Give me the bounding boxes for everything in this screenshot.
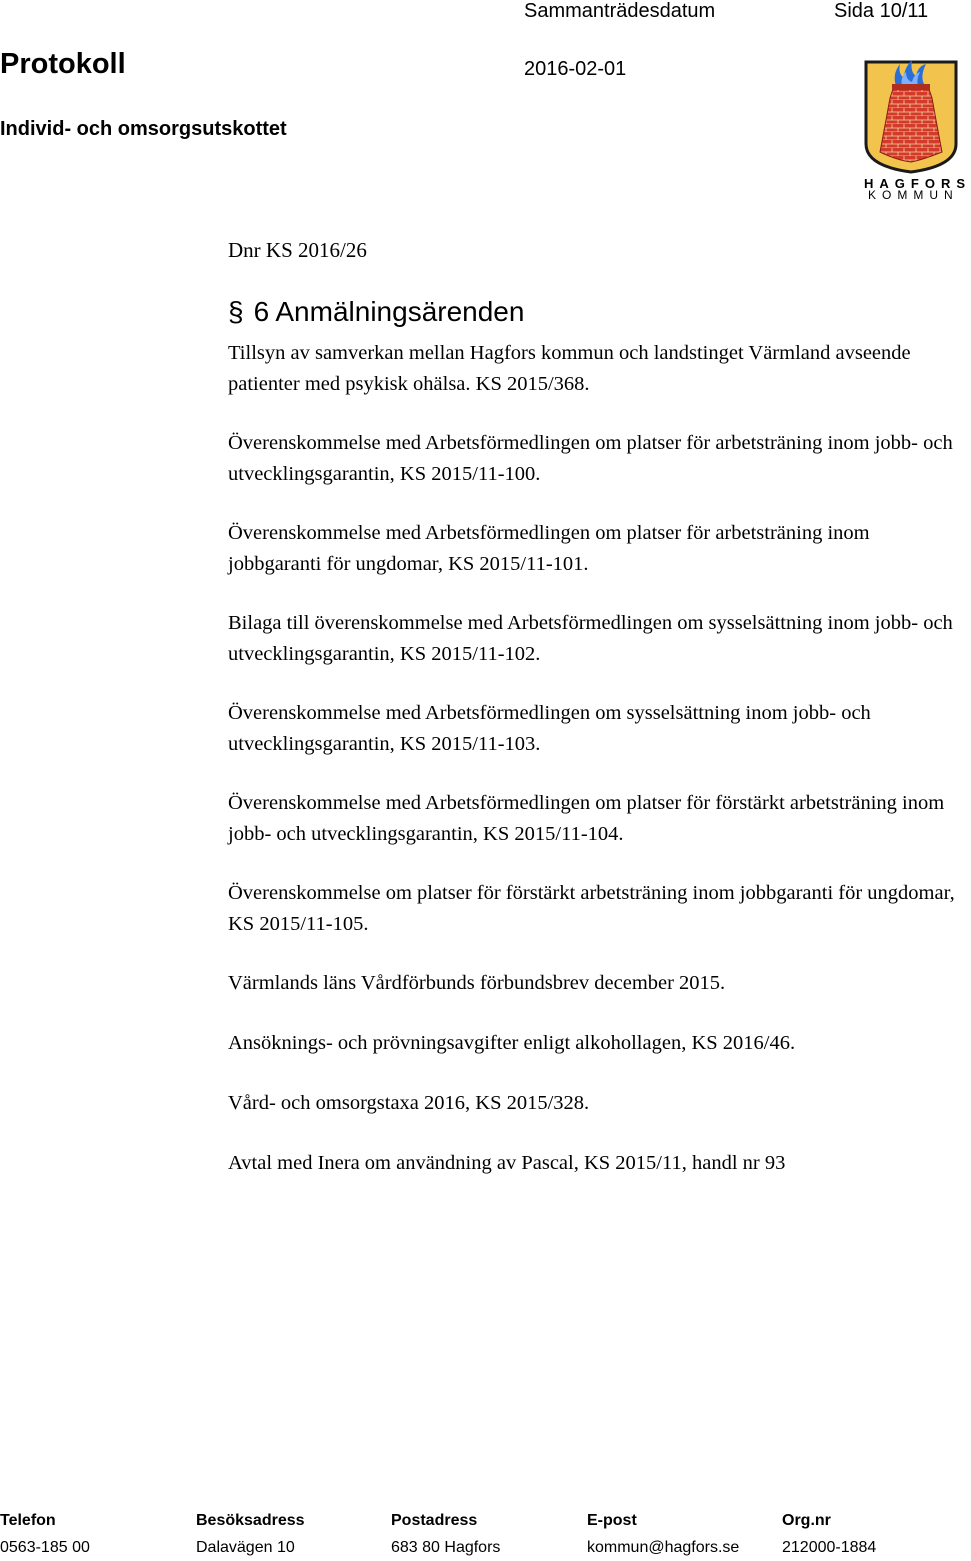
list-item: Överenskommelse med Arbetsförmedlingen om platser för förstärkt arbetsträning inom jobb- och utvecklingsgarantin, KS 2015/11-104. (228, 792, 945, 845)
footer-org-number: 212000-1884 (782, 1539, 877, 1556)
footer-label-postal-address: Postadress (391, 1512, 478, 1529)
list-item: Avtal med Inera om användning av Pascal, KS 2015/11, handl nr 93 (228, 1152, 786, 1174)
report-items-list (228, 338, 956, 1208)
list-item: Överenskommelse om platser för förstärkt arbetsträning inom jobbgaranti för ungdomar, KS 2015/11-105. (228, 882, 955, 935)
footer-postal-address: 683 80 Hagfors (391, 1539, 501, 1556)
case-number: Dnr KS 2016/26 (228, 238, 367, 262)
list-item: Vård- och omsorgstaxa 2016, KS 2015/328. (228, 1092, 590, 1114)
section-heading (228, 296, 524, 328)
hagfors-kommun-logo (862, 60, 971, 202)
list-item: Bilaga till överenskommelse med Arbetsförmedlingen om sysselsättning inom jobb- och utvecklingsgarantin, KS 2015/11-102. (228, 612, 953, 665)
page-number: Sida 10/11 (834, 0, 929, 22)
document-title: Protokoll (0, 48, 126, 80)
paragraph-sign: § (228, 296, 244, 327)
meeting-date-label: Sammanträdesdatum (524, 0, 716, 22)
committee-name: Individ- och omsorgsutskottet (0, 118, 287, 140)
list-item: Tillsyn av samverkan mellan Hagfors kommun och landstinget Värmland avseende patienter med psykisk ohälsa. KS 2015/368. (228, 342, 911, 395)
footer-email[interactable]: kommun@hagfors.se (587, 1539, 740, 1556)
list-item: Överenskommelse med Arbetsförmedlingen om platser för arbetsträning inom jobb- och utvecklingsgarantin, KS 2015/11-100. (228, 432, 953, 485)
section-title: 6 Anmälningsärenden (253, 296, 525, 327)
list-item: Ansöknings- och prövningsavgifter enligt alkohollagen, KS 2016/46. (228, 1032, 796, 1054)
list-item: Överenskommelse med Arbetsförmedlingen om sysselsättning inom jobb- och utvecklingsgarantin, KS 2015/11-103. (228, 702, 871, 755)
meeting-date: 2016-02-01 (524, 58, 627, 80)
footer-phone: 0563-185 00 (0, 1539, 90, 1556)
footer-label-phone: Telefon (0, 1512, 56, 1529)
footer-label-email: E-post (587, 1512, 637, 1529)
footer-label-visiting-address: Besöksadress (196, 1512, 305, 1529)
list-item: Värmlands läns Vårdförbunds förbundsbrev december 2015. (228, 972, 726, 994)
list-item: Överenskommelse med Arbetsförmedlingen om platser för arbetsträning inom jobbgaranti för ungdomar, KS 2015/11-101. (228, 522, 870, 575)
footer-visiting-address: Dalavägen 10 (196, 1539, 295, 1556)
logo-text-kommun: KOMMUN (868, 188, 959, 202)
logo-text-hagfors: HAGFORS (864, 176, 971, 191)
footer-label-org-number: Org.nr (782, 1512, 831, 1529)
